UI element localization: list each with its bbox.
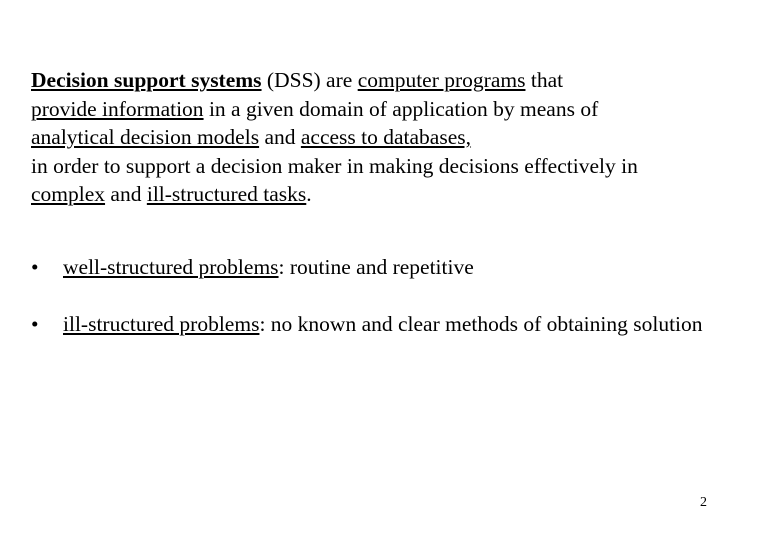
term-decision-support-systems: Decision support systems (31, 68, 262, 92)
link-ill-structured-problems[interactable]: ill-structured problems (63, 311, 260, 336)
link-access-to-databases[interactable]: access to databases, (300, 125, 472, 149)
dss-definition (31, 66, 751, 209)
bullet-icon: • (31, 255, 39, 279)
list-item (31, 310, 731, 339)
link-analytical-decision-models[interactable]: analytical decision models (31, 125, 260, 149)
bullet-text: : no known and clear methods of obtaining solution (259, 311, 703, 336)
problem-types-list (31, 253, 731, 338)
link-well-structured-problems[interactable]: well-structured problems (63, 255, 279, 279)
definition-text: . (306, 182, 312, 206)
page-number: 2 (700, 495, 707, 510)
definition-text: (DSS) are (261, 68, 358, 92)
list-item (31, 253, 731, 282)
bullet-text: : routine and repetitive (278, 255, 474, 279)
link-ill-structured-tasks[interactable]: ill-structured tasks (146, 182, 307, 206)
link-complex[interactable]: complex (31, 182, 106, 206)
definition-text: and (105, 182, 147, 206)
bullet-icon: • (31, 311, 39, 336)
link-provide-information[interactable]: provide information (31, 96, 204, 121)
definition-text: that (525, 68, 564, 92)
link-computer-programs[interactable]: computer programs (357, 68, 526, 92)
definition-text: and (259, 125, 301, 149)
definition-text: in order to support a decision maker in making decisions effectively in (31, 153, 638, 178)
definition-text: in a given domain of application by means of (203, 96, 599, 121)
